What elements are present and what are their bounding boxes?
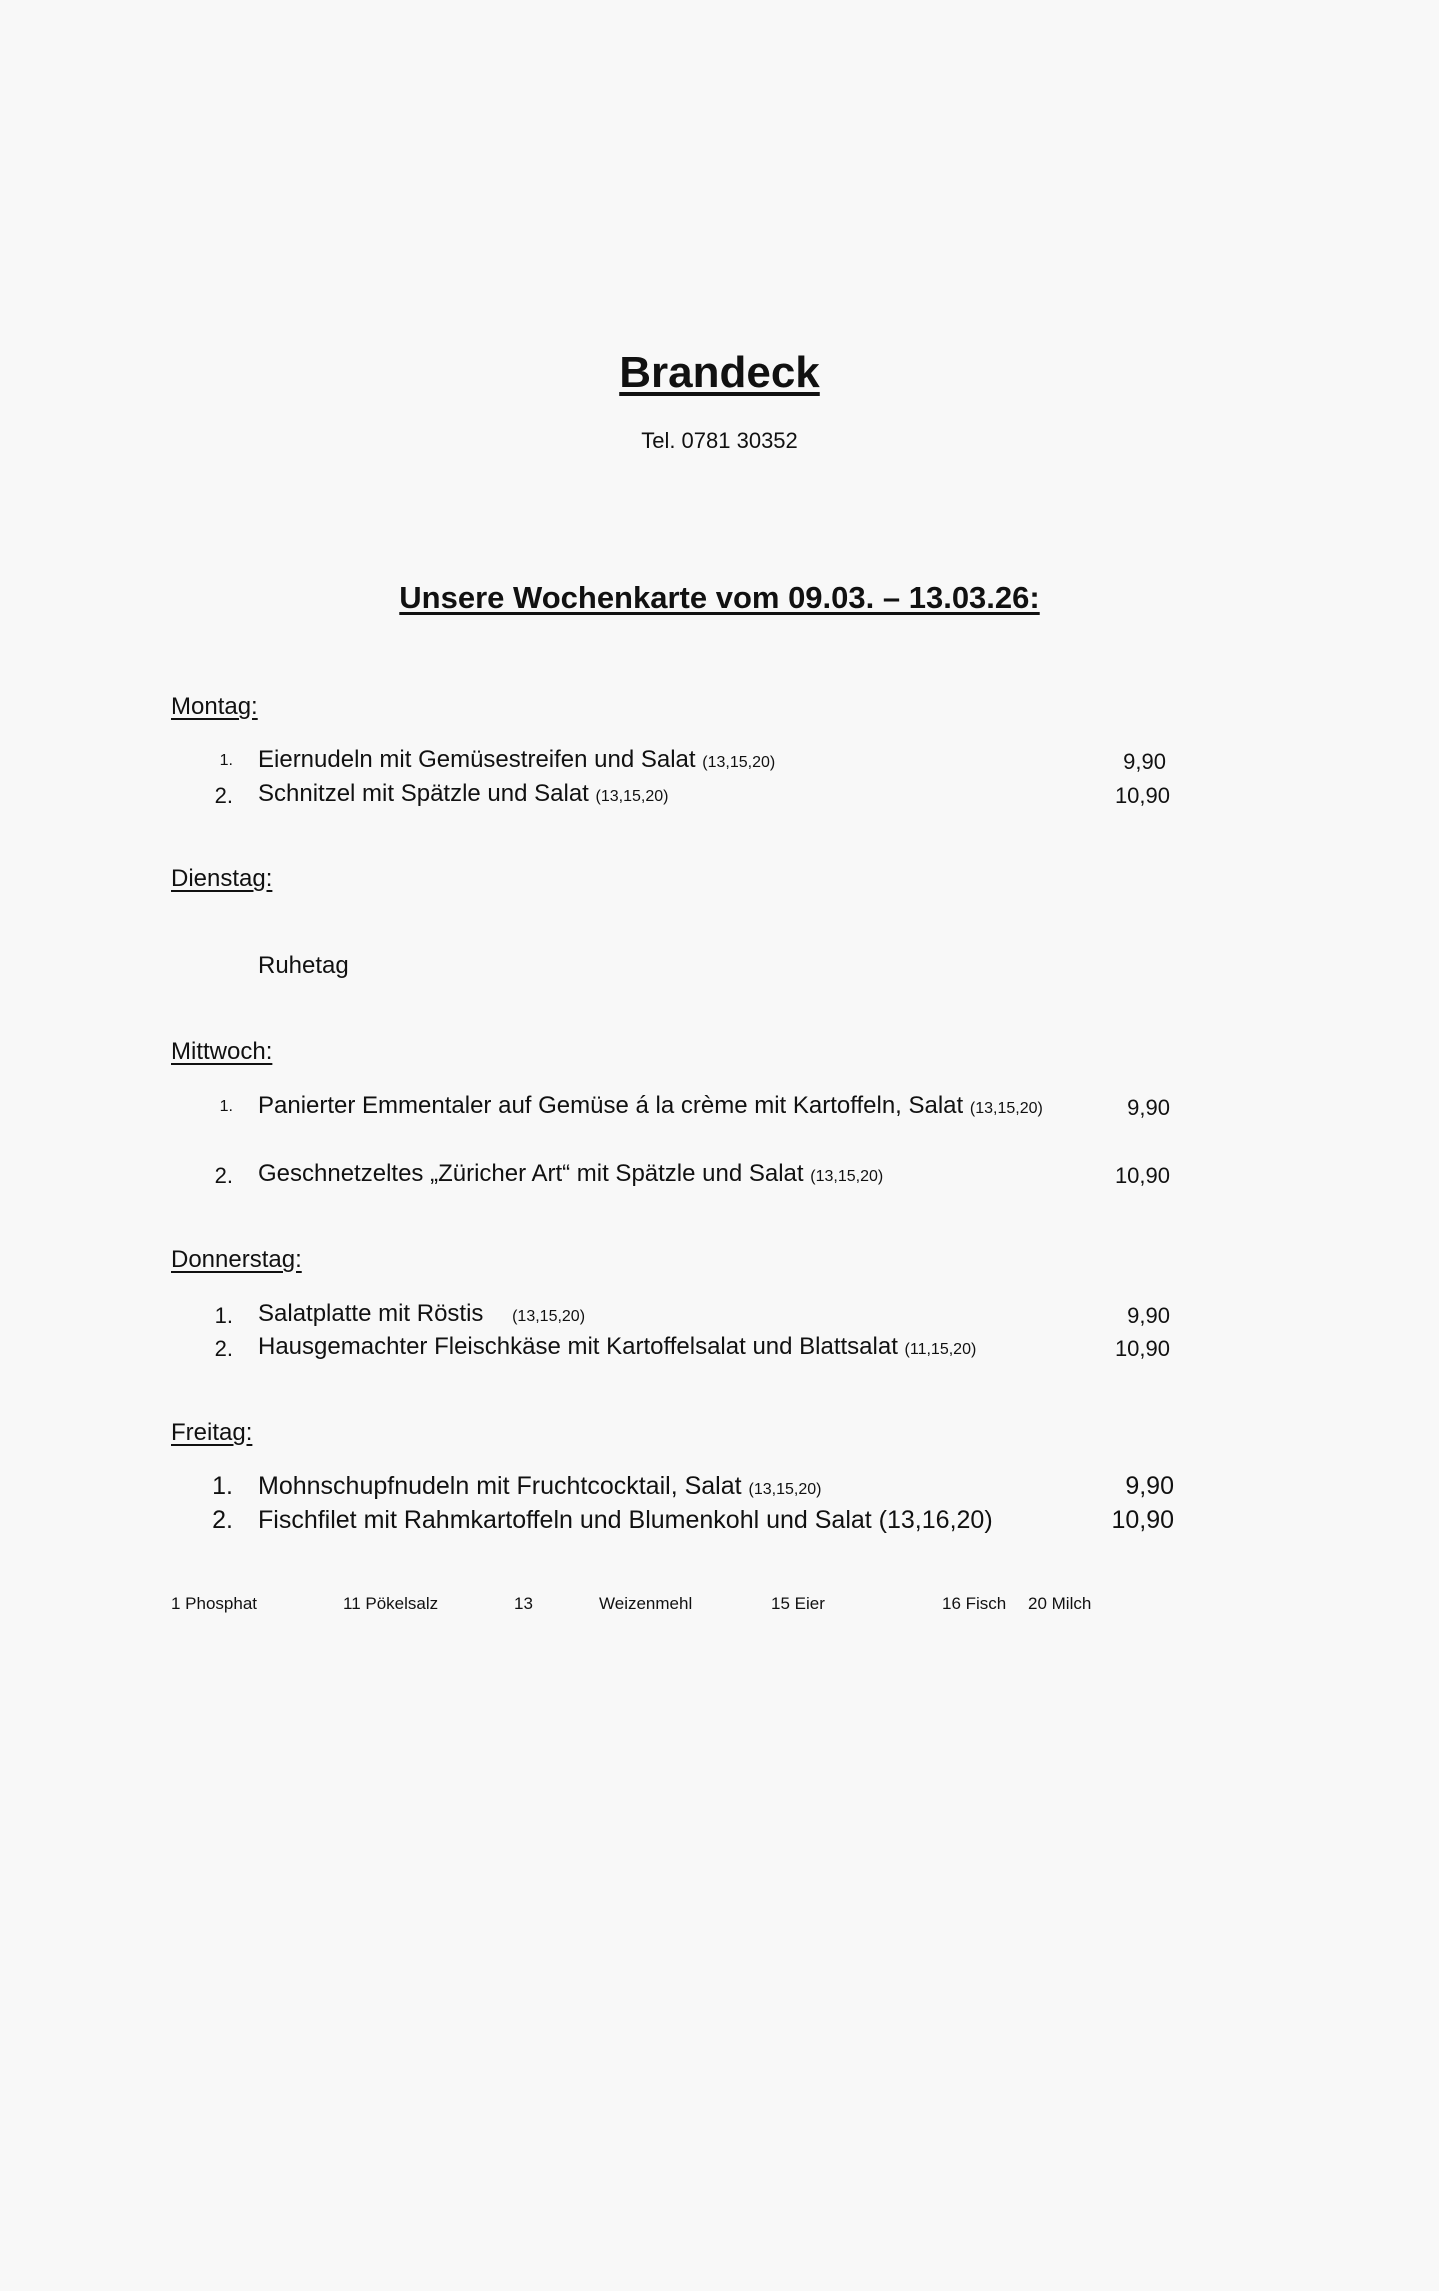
menu-heading: Unsere Wochenkarte vom 09.03. – 13.03.26: xyxy=(399,580,1040,615)
allergen-legend-item: 16 Fisch xyxy=(942,1594,1007,1613)
day-heading-montag: Montag: xyxy=(171,693,258,720)
item-number: 1. xyxy=(214,1303,233,1328)
dish-name: Schnitzel mit Spätzle und Salat (13,15,20) xyxy=(258,780,669,807)
dish-name: Eiernudeln mit Gemüsestreifen und Salat (13,15,20) xyxy=(258,746,776,773)
allergen-codes: (13,15,20) xyxy=(748,1481,822,1498)
allergen-legend-item: 15 Eier xyxy=(771,1594,825,1613)
allergen-codes: (13,15,20) xyxy=(969,1100,1043,1117)
item-number: 1. xyxy=(219,1098,233,1115)
allergen-codes: (13,15,20) xyxy=(512,1308,586,1325)
rest-day-note: Ruhetag xyxy=(258,952,349,979)
dish-price: 10,90 xyxy=(1111,1506,1174,1534)
allergen-legend-item: 11 Pökelsalz xyxy=(343,1594,439,1613)
allergen-legend-item: 13 xyxy=(514,1594,533,1613)
day-heading-donnerstag: Donnerstag: xyxy=(171,1246,302,1273)
allergen-codes: (13,15,20) xyxy=(810,1168,884,1185)
day-heading-dienstag: Dienstag: xyxy=(171,865,273,892)
restaurant-name: Brandeck xyxy=(619,348,820,397)
item-number: 2. xyxy=(214,1336,233,1361)
dish-price: 10,90 xyxy=(1114,783,1170,808)
dish-price: 10,90 xyxy=(1114,1336,1170,1361)
item-number: 1. xyxy=(212,1472,233,1500)
dish-name: Fischfilet mit Rahmkartoffeln und Blumenkohl und Salat (13,16,20) xyxy=(258,1506,993,1534)
day-heading-freitag: Freitag: xyxy=(171,1419,253,1446)
day-heading-mittwoch: Mittwoch: xyxy=(171,1038,273,1065)
item-number: 2. xyxy=(214,1163,233,1188)
dish-price: 9,90 xyxy=(1127,1303,1170,1328)
dish-name: Mohnschupfnudeln mit Fruchtcocktail, Salat (13,15,20) xyxy=(258,1472,822,1500)
phone-number: Tel. 0781 30352 xyxy=(641,428,798,453)
item-number: 2. xyxy=(214,783,233,808)
dish-name: Salatplatte mit Röstis (13,15,20) xyxy=(258,1300,586,1327)
dish-name: Panierter Emmentaler auf Gemüse á la crème mit Kartoffeln, Salat (13,15,20) xyxy=(258,1092,1043,1119)
dish-price: 10,90 xyxy=(1114,1163,1170,1188)
dish-price: 9,90 xyxy=(1125,1472,1174,1500)
dish-price: 9,90 xyxy=(1123,749,1166,774)
dish-name: Geschnetzeltes „Züricher Art“ mit Spätzle und Salat (13,15,20) xyxy=(258,1160,884,1187)
allergen-legend-item: 20 Milch xyxy=(1028,1594,1092,1613)
allergen-codes: (11,15,20) xyxy=(904,1341,977,1358)
allergen-legend-item: 1 Phosphat xyxy=(171,1594,258,1613)
allergen-codes: (13,15,20) xyxy=(595,788,669,805)
item-number: 1. xyxy=(219,752,233,769)
dish-price: 9,90 xyxy=(1127,1095,1170,1120)
allergen-legend-item: Weizenmehl xyxy=(599,1594,693,1613)
allergen-codes: (13,15,20) xyxy=(702,754,776,771)
item-number: 2. xyxy=(212,1506,233,1534)
dish-name: Hausgemachter Fleischkäse mit Kartoffelsalat und Blattsalat (11,15,20) xyxy=(258,1333,977,1360)
